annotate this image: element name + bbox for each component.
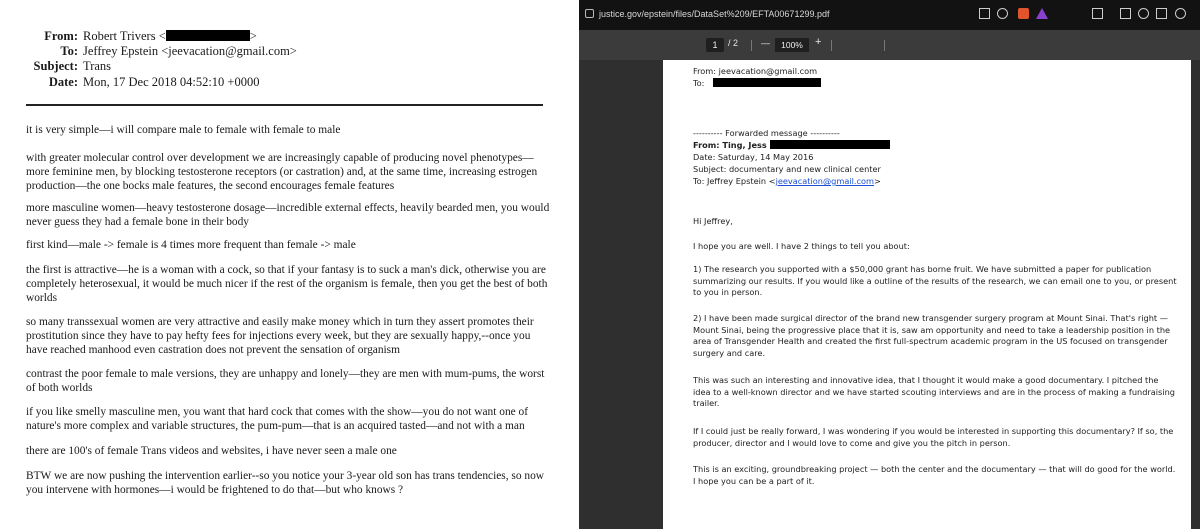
zoom-in-button[interactable]: +	[815, 36, 822, 48]
zoom-level[interactable]: 100%	[775, 38, 809, 52]
page-total: / 2	[728, 38, 739, 48]
redaction-bar	[770, 140, 890, 149]
email-link[interactable]: jeevacation@gmail.com	[775, 176, 874, 186]
toolbar-separator	[884, 40, 885, 51]
pdf-to-label: To:	[693, 78, 705, 88]
email-paragraph: first kind—male -> female is 4 times more frequent than female -> male	[26, 239, 356, 251]
browser-pdf-viewer	[579, 0, 1200, 529]
pdf-toolbar	[579, 30, 1200, 60]
email-paragraph: it is very simple—i will compare male to female with female to male	[26, 124, 341, 136]
pdf-page	[663, 60, 1191, 529]
pdf-from-line: From: jeevacation@gmail.com	[693, 66, 818, 76]
reader-icon[interactable]	[1092, 8, 1103, 19]
brave-shield-icon[interactable]	[1018, 8, 1029, 19]
email-paragraph: the first is attractive—he is a woman with a cock, so that if your fantasy is to suck a man's dick, otherwise you are completely heterosexual, it would be much nicer if the rest of the organism is female, then you get the best of both worlds	[26, 264, 548, 305]
email-to-row	[0, 44, 297, 59]
pdf-fwd-date: Date: Saturday, 14 May 2016	[693, 152, 814, 162]
left-email-document	[0, 0, 571, 529]
subject-value: Trans	[83, 59, 112, 73]
rewards-icon[interactable]	[1036, 8, 1048, 19]
bookmark-icon[interactable]	[997, 8, 1008, 19]
from-label: From:	[44, 29, 78, 43]
pdf-fwd-subject: Subject: documentary and new clinical center	[693, 164, 881, 174]
image-divider	[571, 0, 579, 529]
toolbar-separator	[831, 40, 832, 51]
email-from-row	[0, 29, 257, 44]
email-paragraph: there are 100's of female Trans videos and websites, i have never seen a male one	[26, 445, 397, 457]
pdf-to-line	[693, 78, 821, 89]
from-bracket: >	[249, 29, 257, 43]
email-paragraph: more masculine women—heavy testosterone dosage—incredible external effects, heavily bearded men, you would never guess they had a female bone in their body	[26, 202, 550, 229]
share-icon[interactable]	[979, 8, 990, 19]
pdf-greeting: Hi Jeffrey,	[693, 216, 733, 226]
pdf-paragraph: This is an exciting, groundbreaking project — both the center and the documentary — that will do good for the world. I hope you can be a part of it.	[693, 464, 1176, 486]
wallet-icon[interactable]	[1138, 8, 1149, 19]
email-date-row	[0, 75, 259, 90]
to-value: Jeffrey Epstein <jeevacation@gmail.com>	[83, 44, 297, 58]
pdf-fwd-to-post: >	[874, 176, 881, 186]
pdf-fwd-to	[693, 176, 881, 187]
pdf-paragraph: If I could just be really forward, I was wondering if you would be interested in supporting this documentary? If so, the producer, director and I would love to come and give you the pitch in person.	[693, 426, 1174, 448]
email-paragraph: if you like smelly masculine men, you want that hard cock that comes with the show—you do not want one of nature's more complex and variable structures, the pum-pum—that is an acquired tasted—and not with a man	[26, 406, 529, 433]
site-info-icon[interactable]	[585, 9, 594, 18]
date-label: Date:	[48, 75, 78, 89]
email-paragraph: contrast the poor female to male versions, they are unhappy and lonely—they are men with mum-pums, the worst of both worlds	[26, 368, 545, 395]
subject-label: Subject:	[33, 59, 78, 73]
to-label: To:	[60, 44, 78, 58]
pdf-forwarded-line: ---------- Forwarded message ----------	[693, 128, 840, 138]
from-value: Robert Trivers <	[83, 29, 166, 43]
pdf-fwd-to-pre: To: Jeffrey Epstein <	[693, 176, 776, 186]
sidebar-icon[interactable]	[1120, 8, 1131, 19]
email-paragraph: with greater molecular control over development we are increasingly capable of producing novel phenotypes—more feminine men, by blocking testosterone receptors (or castration) and, at the same time, increasing estrogen production—the one bocks male features, the second encourages female features	[26, 152, 538, 193]
zoom-out-button[interactable]: —	[761, 38, 770, 48]
date-value: Mon, 17 Dec 2018 04:52:10 +0000	[83, 75, 260, 89]
email-paragraph: so many transsexual women are very attractive and easily make money which in turn they assert promotes their prostitution since they have to pay hefty fees for injections every week, but they are sexually happy,--once you have reached manhood even castration does not prevent the sensation of organism	[26, 316, 534, 357]
pdf-paragraph: I hope you are well. I have 2 things to tell you about:	[693, 241, 910, 251]
email-subject-row	[0, 59, 111, 74]
browser-address-bar	[579, 0, 1200, 30]
url-text[interactable]: justice.gov/epstein/files/DataSet%209/EFTA00671299.pdf	[599, 9, 830, 19]
pdf-paragraph: 1) The research you supported with a $50,000 grant has borne fruit. We have submitted a paper for publication summarizing our results. If you would like a outline of the results of the research, we can email one to you, or present to you in person.	[693, 264, 1177, 298]
pdf-fwd-from	[693, 140, 890, 151]
page-number-input[interactable]: 1	[706, 38, 724, 52]
toolbar-separator	[751, 40, 752, 51]
header-divider	[26, 104, 543, 106]
extensions-icon[interactable]	[1156, 8, 1167, 19]
pdf-paragraph: 2) I have been made surgical director of the brand new transgender surgery program at Mount Sinai. That's right — Mount Sinai, being the progressive place that it is, saw am opportunity and need to take a leadership position in the area of Transgender Health and created the first full-spectrum academic program in the US focused on transgender surgery and care.	[693, 313, 1171, 358]
scrollbar[interactable]	[1191, 60, 1200, 529]
email-paragraph: BTW we are now pushing the intervention earlier--so you notice your 3-year old son has trans tendencies, so now you intervene with hormones—i would be frightened to do that—but who knows ?	[26, 470, 545, 497]
pdf-fwd-from-text: From: Ting, Jess	[693, 140, 767, 150]
redaction-bar	[713, 78, 821, 87]
profile-icon[interactable]	[1175, 8, 1186, 19]
redaction-bar	[166, 30, 250, 41]
pdf-paragraph: This was such an interesting and innovative idea, that I thought it would make a good documentary. I pitched the idea to a well-known director and we have started scouting interviews and are in the process of making a fundraising trailer.	[693, 375, 1175, 409]
